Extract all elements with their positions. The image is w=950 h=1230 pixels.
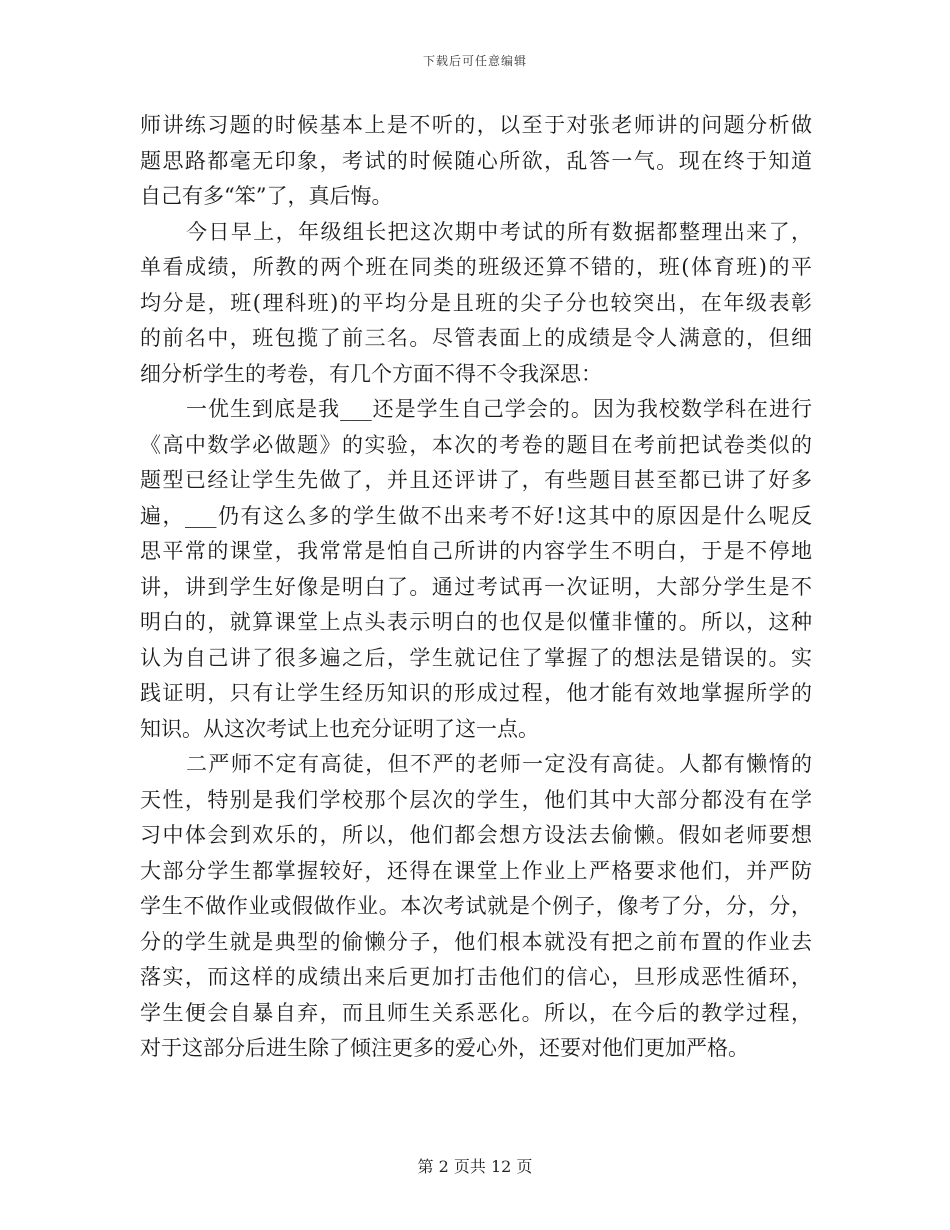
- text-line: 单看成绩，所教的两个班在同类的班级还算不错的，班(体育班)的平: [140, 255, 812, 279]
- text-line: 明白的，就算课堂上点头表示明白的也仅是似懂非懂的。所以，这种: [140, 610, 812, 634]
- text-line: 题型已经让学生先做了，并且还评讲了，有些题目甚至都已讲了好多: [140, 468, 812, 492]
- text-line: 题思路都毫无印象，考试的时候随心所欲，乱答一气。现在终于知道: [140, 148, 812, 173]
- text-line: 均分是，班(理科班)的平均分是且班的尖子分也较突出，在年级表彰: [140, 290, 812, 315]
- page-header-note: 下载后可任意编辑: [422, 54, 527, 68]
- text-line: 践证明，只有让学生经历知识的形成过程，他才能有效地掌握所学的: [140, 681, 812, 705]
- text-line: 天性，特别是我们学校那个层次的学生，他们其中大部分都没有在学: [140, 787, 812, 812]
- text-line: 《高中数学必做题》的实验，本次的考卷的题目在考前把试卷类似的: [140, 432, 812, 457]
- text-line: 师讲练习题的时候基本上是不听的，以至于对张老师讲的问题分析做: [140, 113, 812, 137]
- text-line: 的前名中，班包揽了前三名。尽管表面上的成绩是令人满意的，但细: [140, 326, 812, 350]
- text-line: 一优生到底是我___还是学生自己学会的。因为我校数学科在进行: [186, 397, 812, 421]
- text-line: 认为自己讲了很多遍之后，学生就记住了掌握了的想法是错误的。实: [140, 645, 812, 670]
- text-line: 习中体会到欢乐的，所以，他们都会想方设法去偷懒。假如老师要想: [140, 823, 812, 847]
- text-line: 分的学生就是典型的偷懒分子，他们根本就没有把之前布置的作业去: [140, 929, 812, 954]
- text-line: 讲，讲到学生好像是明白了。通过考试再一次证明，大部分学生是不: [140, 574, 812, 599]
- text-line: 思平常的课堂，我常常是怕自己所讲的内容学生不明白，于是不停地: [140, 539, 812, 563]
- text-line: 二严师不定有高徒，但不严的老师一定没有高徒。人都有懒惰的: [186, 752, 812, 776]
- text-line: 落实，而这样的成绩出来后更加打击他们的信心，旦形成恶性循环，: [140, 965, 812, 989]
- text-line: 今日早上，年级组长把这次期中考试的所有数据都整理出来了，: [186, 219, 812, 244]
- text-line: 学生便会自暴自弃，而且师生关系恶化。所以，在今后的教学过程，: [140, 1000, 812, 1025]
- text-line: 遍，___仍有这么多的学生做不出来考不好!这其中的原因是什么呢反: [140, 503, 812, 528]
- text-line: 知识。从这次考试上也充分证明了这一点。: [140, 716, 539, 741]
- text-line: 大部分学生都掌握较好，还得在课堂上作业上严格要求他们，并严防: [140, 858, 812, 883]
- text-line: 自己有多“笨”了，真后悔。: [140, 184, 393, 208]
- text-line: 对于这部分后进生除了倾注更多的爱心外，还要对他们更加严格。: [140, 1036, 749, 1060]
- page-number: 第 2 页共 12 页: [417, 1157, 533, 1176]
- text-line: 细分析学生的考卷，有几个方面不得不令我深思：: [140, 361, 602, 386]
- text-line: 学生不做作业或假做作业。本次考试就是个例子，像考了分，分，分，: [140, 894, 812, 918]
- document-body: [140, 108, 812, 1067]
